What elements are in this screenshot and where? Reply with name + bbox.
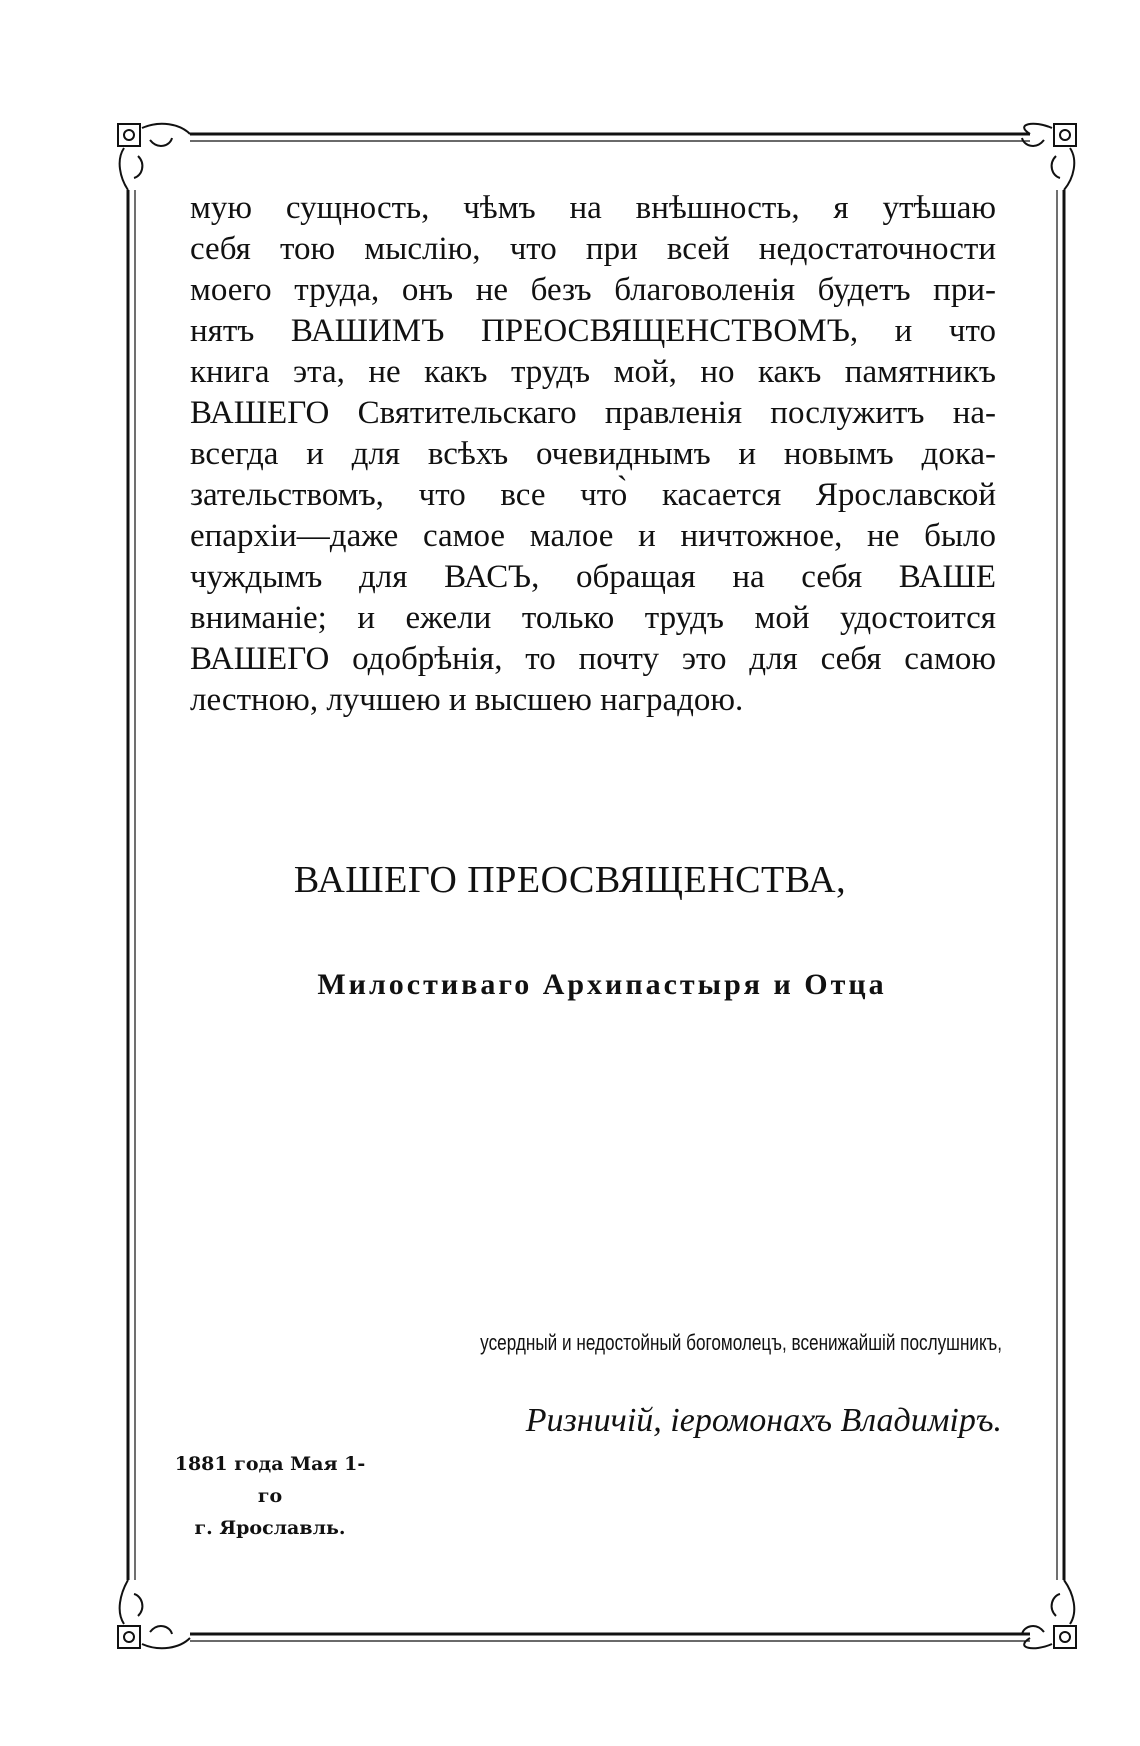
body-line-2: себя тою мыслію, что при всей недостаточности (190, 231, 996, 267)
body-line-8: зательствомъ, что все что̀ касается Ярославской (190, 477, 996, 513)
humble-servant-line: усердный и недостойный богомолецъ, всенижайшій послушникъ, (480, 1330, 1002, 1355)
body-line-11: вниманіе; и ежели только трудъ мой удостоится (190, 600, 996, 636)
place-line: г. Ярославль. (194, 1517, 346, 1539)
body-line-12: ВАШЕГО одобрѣнія, то почту это для себя самою (190, 641, 996, 677)
body-line-5: книга эта, не какъ трудъ мой, но какъ памятникъ (190, 354, 996, 390)
body-line-1: мую сущность, чѣмъ на внѣшность, я утѣшаю (190, 190, 996, 226)
signature: Ризничій, іеромонахъ Владиміръ. (525, 1402, 1002, 1439)
closing-subtitle: Милостиваго Архипастыря и Отца (317, 968, 887, 1001)
body-line-6: ВАШЕГО Святительскаго правленія послужитъ на- (190, 395, 996, 431)
body-line-9: епархіи—даже самое малое и ничтожное, не было (190, 518, 996, 554)
date-line: 1881 года Мая 1-го (174, 1453, 366, 1507)
body-line-3: моего труда, онъ не безъ благоволенія будетъ при- (190, 272, 996, 308)
date-place (170, 1448, 370, 1544)
body-line-13: лестною, лучшею и высшею наградою. (190, 682, 744, 718)
body-line-10: чуждымъ для ВАСЪ, обращая на себя ВАШЕ (190, 559, 996, 595)
body-line-7: всегда и для всѣхъ очевиднымъ и новымъ дока- (190, 436, 996, 472)
closing-title: ВАШЕГО ПРЕОСВЯЩЕНСТВА, (293, 859, 847, 901)
dedication-body (190, 188, 996, 721)
body-line-4: нятъ ВАШИМЪ ПРЕОСВЯЩЕНСТВОМЪ, и что (190, 313, 996, 349)
